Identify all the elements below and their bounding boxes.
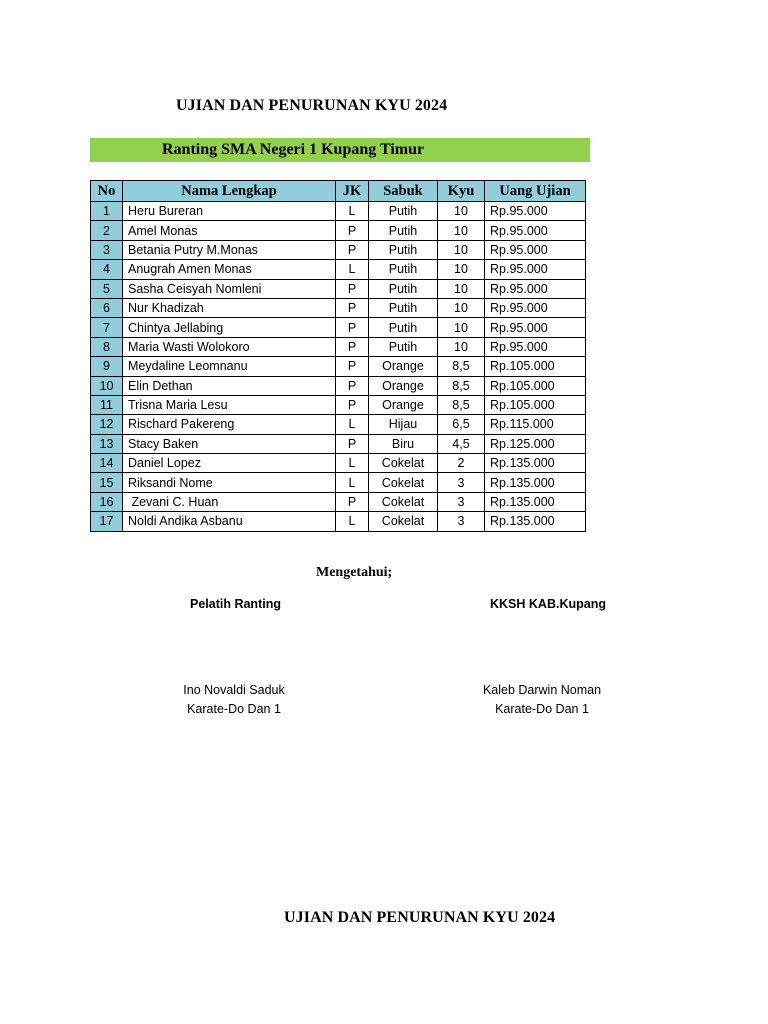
- cell-no: 12: [91, 415, 123, 434]
- cell-fee: Rp.105.000: [485, 357, 586, 376]
- subtitle-text: Ranting SMA Negeri 1 Kupang Timur: [162, 141, 425, 158]
- column-header-kyu: Kyu: [438, 181, 485, 202]
- cell-sabuk: Putih: [369, 202, 438, 221]
- cell-fee: Rp.95.000: [485, 279, 586, 298]
- left-signatory-rank: Karate-Do Dan 1: [187, 702, 281, 716]
- cell-sabuk: Cokelat: [369, 454, 438, 473]
- cell-jk: P: [336, 298, 369, 317]
- cell-kyu: 4,5: [438, 434, 485, 453]
- table-row: [91, 357, 586, 376]
- cell-kyu: 10: [438, 298, 485, 317]
- cell-kyu: 2: [438, 454, 485, 473]
- cell-name: Elin Dethan: [123, 376, 336, 395]
- cell-kyu: 6,5: [438, 415, 485, 434]
- cell-sabuk: Putih: [369, 279, 438, 298]
- table-row: [91, 202, 586, 221]
- cell-fee: Rp.95.000: [485, 260, 586, 279]
- cell-fee: Rp.95.000: [485, 298, 586, 317]
- cell-no: 11: [91, 395, 123, 414]
- cell-jk: L: [336, 415, 369, 434]
- table-row: [91, 279, 586, 298]
- cell-jk: P: [336, 376, 369, 395]
- cell-name: Amel Monas: [123, 221, 336, 240]
- cell-jk: P: [336, 221, 369, 240]
- cell-sabuk: Cokelat: [369, 512, 438, 531]
- cell-jk: P: [336, 240, 369, 259]
- cell-sabuk: Putih: [369, 221, 438, 240]
- cell-jk: L: [336, 473, 369, 492]
- column-header-no: No: [91, 181, 123, 202]
- cell-name: Trisna Maria Lesu: [123, 395, 336, 414]
- cell-fee: Rp.105.000: [485, 395, 586, 414]
- table-row: [91, 260, 586, 279]
- table-body: [91, 202, 586, 532]
- cell-jk: L: [336, 454, 369, 473]
- cell-fee: Rp.95.000: [485, 221, 586, 240]
- cell-fee: Rp.125.000: [485, 434, 586, 453]
- cell-kyu: 10: [438, 202, 485, 221]
- table-row: [91, 415, 586, 434]
- cell-kyu: 10: [438, 279, 485, 298]
- cell-fee: Rp.105.000: [485, 376, 586, 395]
- left-signatory-name: Ino Novaldi Saduk: [183, 683, 285, 697]
- cell-jk: P: [336, 492, 369, 511]
- cell-jk: L: [336, 260, 369, 279]
- table-row: [91, 376, 586, 395]
- cell-sabuk: Cokelat: [369, 473, 438, 492]
- acknowledgement-label: Mengetahui;: [316, 565, 393, 580]
- cell-sabuk: Orange: [369, 395, 438, 414]
- cell-jk: P: [336, 395, 369, 414]
- cell-name: Stacy Baken: [123, 434, 336, 453]
- cell-jk: L: [336, 202, 369, 221]
- cell-jk: P: [336, 357, 369, 376]
- column-header-name: Nama Lengkap: [123, 181, 336, 202]
- page-title: UJIAN DAN PENURUNAN KYU 2024: [176, 97, 448, 114]
- cell-no: 6: [91, 298, 123, 317]
- cell-no: 10: [91, 376, 123, 395]
- table-row: [91, 395, 586, 414]
- cell-name: Betania Putry M.Monas: [123, 240, 336, 259]
- cell-name: Riksandi Nome: [123, 473, 336, 492]
- participant-table: [90, 180, 586, 532]
- cell-no: 8: [91, 337, 123, 356]
- subtitle-banner: [90, 138, 590, 162]
- cell-sabuk: Putih: [369, 337, 438, 356]
- cell-kyu: 8,5: [438, 376, 485, 395]
- cell-sabuk: Putih: [369, 298, 438, 317]
- cell-kyu: 8,5: [438, 357, 485, 376]
- right-signatory-name: Kaleb Darwin Noman: [482, 683, 602, 697]
- cell-kyu: 3: [438, 512, 485, 531]
- cell-no: 5: [91, 279, 123, 298]
- cell-name: Noldi Andika Asbanu: [123, 512, 336, 531]
- cell-sabuk: Putih: [369, 240, 438, 259]
- cell-no: 1: [91, 202, 123, 221]
- table-row: [91, 434, 586, 453]
- cell-name: Chintya Jellabing: [123, 318, 336, 337]
- table-row: [91, 454, 586, 473]
- cell-no: 2: [91, 221, 123, 240]
- table-row: [91, 492, 586, 511]
- cell-fee: Rp.135.000: [485, 473, 586, 492]
- cell-name: Meydaline Leomnanu: [123, 357, 336, 376]
- cell-name: Rischard Pakereng: [123, 415, 336, 434]
- table-row: [91, 512, 586, 531]
- right-signatory-rank: Karate-Do Dan 1: [495, 702, 589, 716]
- table-row: [91, 298, 586, 317]
- cell-name: Anugrah Amen Monas: [123, 260, 336, 279]
- cell-jk: P: [336, 318, 369, 337]
- cell-kyu: 10: [438, 260, 485, 279]
- table-row: [91, 473, 586, 492]
- cell-sabuk: Biru: [369, 434, 438, 453]
- table-row: [91, 221, 586, 240]
- cell-name: Zevani C. Huan: [123, 492, 336, 511]
- cell-name: Sasha Ceisyah Nomleni: [123, 279, 336, 298]
- cell-kyu: 10: [438, 221, 485, 240]
- cell-name: Maria Wasti Wolokoro: [123, 337, 336, 356]
- cell-jk: L: [336, 512, 369, 531]
- cell-sabuk: Putih: [369, 318, 438, 337]
- cell-fee: Rp.95.000: [485, 240, 586, 259]
- column-header-jk: JK: [336, 181, 369, 202]
- cell-jk: P: [336, 279, 369, 298]
- cell-no: 3: [91, 240, 123, 259]
- cell-no: 7: [91, 318, 123, 337]
- cell-no: 15: [91, 473, 123, 492]
- cell-fee: Rp.95.000: [485, 318, 586, 337]
- cell-no: 13: [91, 434, 123, 453]
- cell-kyu: 10: [438, 240, 485, 259]
- cell-sabuk: Putih: [369, 260, 438, 279]
- cell-name: Daniel Lopez: [123, 454, 336, 473]
- column-header-fee: Uang Ujian: [485, 181, 586, 202]
- cell-fee: Rp.115.000: [485, 415, 586, 434]
- cell-kyu: 10: [438, 337, 485, 356]
- cell-jk: P: [336, 434, 369, 453]
- cell-sabuk: Orange: [369, 376, 438, 395]
- cell-no: 16: [91, 492, 123, 511]
- left-signatory-role: Pelatih Ranting: [190, 597, 281, 611]
- cell-fee: Rp.135.000: [485, 454, 586, 473]
- table-row: [91, 337, 586, 356]
- cell-no: 17: [91, 512, 123, 531]
- cell-name: Nur Khadizah: [123, 298, 336, 317]
- cell-no: 4: [91, 260, 123, 279]
- cell-sabuk: Cokelat: [369, 492, 438, 511]
- right-signatory-role: KKSH KAB.Kupang: [490, 597, 606, 611]
- column-header-sabuk: Sabuk: [369, 181, 438, 202]
- cell-fee: Rp.95.000: [485, 337, 586, 356]
- cell-no: 14: [91, 454, 123, 473]
- cell-fee: Rp.95.000: [485, 202, 586, 221]
- cell-no: 9: [91, 357, 123, 376]
- cell-sabuk: Orange: [369, 357, 438, 376]
- table-row: [91, 318, 586, 337]
- cell-fee: Rp.135.000: [485, 492, 586, 511]
- cell-jk: P: [336, 337, 369, 356]
- cell-kyu: 10: [438, 318, 485, 337]
- table-header-row: [91, 181, 586, 202]
- cell-kyu: 3: [438, 492, 485, 511]
- footer-title: UJIAN DAN PENURUNAN KYU 2024: [284, 909, 556, 926]
- table-row: [91, 240, 586, 259]
- cell-fee: Rp.135.000: [485, 512, 586, 531]
- cell-sabuk: Hijau: [369, 415, 438, 434]
- cell-kyu: 3: [438, 473, 485, 492]
- cell-name: Heru Bureran: [123, 202, 336, 221]
- cell-kyu: 8,5: [438, 395, 485, 414]
